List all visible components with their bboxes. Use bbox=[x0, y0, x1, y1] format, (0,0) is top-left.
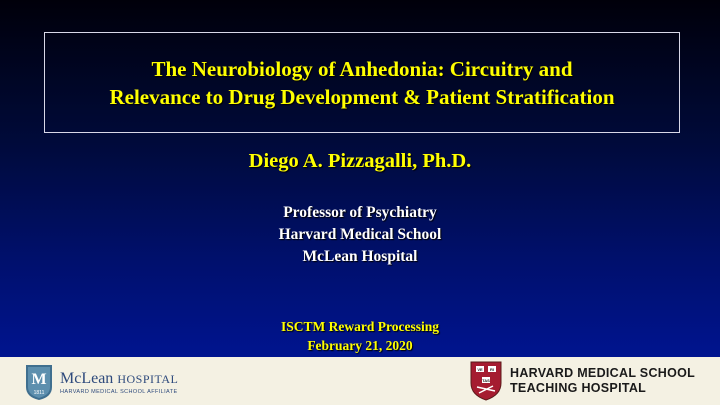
mclean-logo bbox=[24, 363, 178, 401]
veritas-ve: VE bbox=[477, 367, 483, 372]
harvard-shield-icon bbox=[470, 361, 502, 401]
affiliation-hospital: McLean Hospital bbox=[302, 248, 418, 265]
affiliation-school: Harvard Medical School bbox=[278, 226, 442, 243]
title-line-2: Relevance to Drug Development & Patient Stratification bbox=[109, 84, 615, 109]
event-name: ISCTM Reward Processing bbox=[281, 319, 439, 334]
mclean-hospital-word: HOSPITAL bbox=[117, 371, 179, 386]
author-name: Diego A. Pizzagalli, Ph.D. bbox=[248, 150, 472, 172]
harvard-line-1: HARVARD MEDICAL SCHOOL bbox=[510, 366, 696, 380]
mclean-crest-letter: M bbox=[31, 371, 47, 388]
harvard-logo bbox=[470, 361, 695, 401]
veritas-ri: RI bbox=[490, 367, 494, 372]
event-date: February 21, 2020 bbox=[307, 338, 413, 353]
title-line-1: The Neurobiology of Anhedonia: Circuitry and bbox=[151, 56, 573, 81]
harvard-line-2: TEACHING HOSPITAL bbox=[510, 381, 647, 395]
mclean-affiliate-text: HARVARD MEDICAL SCHOOL AFFILIATE bbox=[60, 388, 178, 395]
title-box bbox=[44, 32, 680, 133]
footer-bar bbox=[0, 357, 720, 405]
mclean-crest-year: 1811 bbox=[33, 390, 45, 396]
mclean-crest-icon bbox=[24, 363, 54, 401]
mclean-brand-name: McLean bbox=[60, 369, 114, 387]
affiliation-title: Professor of Psychiatry bbox=[283, 204, 437, 221]
veritas-tas: TAS bbox=[482, 378, 490, 383]
